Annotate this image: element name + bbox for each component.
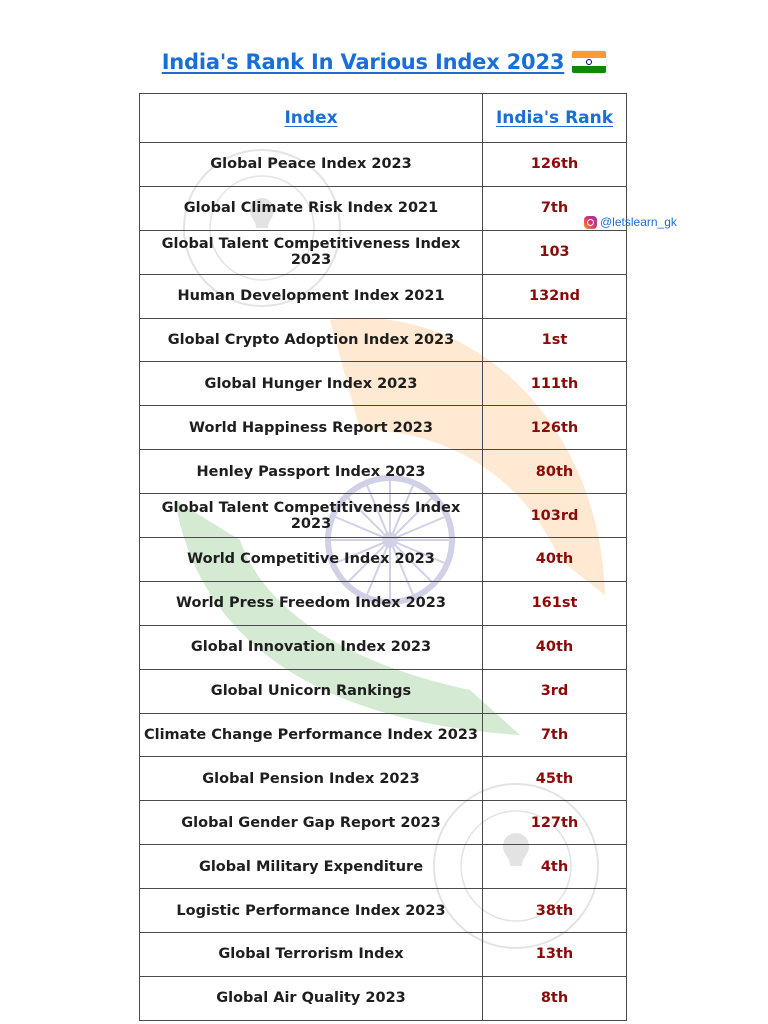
rank-cell: 3rd [483,669,627,713]
index-name-cell: Global Crypto Adoption Index 2023 [140,318,483,362]
rank-cell: 45th [483,757,627,801]
table-row [140,889,627,933]
index-name-cell: World Competitive Index 2023 [140,538,483,582]
table-row [140,669,627,713]
table-row [140,801,627,845]
index-name-cell: Global Gender Gap Report 2023 [140,801,483,845]
title-text: India's Rank In Various Index 2023 [161,50,565,74]
instagram-handle[interactable] [584,213,677,231]
index-name-cell: World Press Freedom Index 2023 [140,581,483,625]
rank-cell: 103 [483,230,627,274]
table-header-row [140,94,627,143]
table-row [140,230,627,274]
rank-cell: 40th [483,538,627,582]
index-name-cell: Global Military Expenditure [140,845,483,889]
rank-cell: 38th [483,889,627,933]
india-flag-icon [572,51,606,73]
rank-cell: 40th [483,625,627,669]
rank-cell: 1st [483,318,627,362]
column-header-rank: India's Rank [483,94,627,143]
table-row [140,494,627,538]
table-row [140,713,627,757]
index-name-cell: Human Development Index 2021 [140,274,483,318]
rank-cell: 127th [483,801,627,845]
table-row [140,362,627,406]
index-name-cell: Logistic Performance Index 2023 [140,889,483,933]
rank-cell: 126th [483,406,627,450]
rank-cell: 13th [483,933,627,977]
index-name-cell: Global Air Quality 2023 [140,976,483,1020]
table-row [140,538,627,582]
table-row [140,933,627,977]
index-name-cell: Global Hunger Index 2023 [140,362,483,406]
rank-cell: 7th [483,186,627,230]
rank-cell: 126th [483,143,627,187]
table-row [140,581,627,625]
table-row [140,186,627,230]
table-body [140,143,627,1021]
index-name-cell: Global Talent Competitiveness Index 2023 [140,230,483,274]
table-row [140,757,627,801]
rank-cell: 8th [483,976,627,1020]
index-name-cell: Global Unicorn Rankings [140,669,483,713]
index-name-cell: Global Peace Index 2023 [140,143,483,187]
index-name-cell: Global Terrorism Index [140,933,483,977]
table-row [140,625,627,669]
table-row [140,318,627,362]
instagram-icon [584,216,597,229]
rank-cell: 7th [483,713,627,757]
rank-cell: 161st [483,581,627,625]
column-header-index: Index [140,94,483,143]
index-name-cell: Henley Passport Index 2023 [140,450,483,494]
index-name-cell: Global Talent Competitiveness Index 2023 [140,494,483,538]
index-name-cell: Global Climate Risk Index 2021 [140,186,483,230]
index-name-cell: World Happiness Report 2023 [140,406,483,450]
table-row [140,845,627,889]
table-row [140,143,627,187]
index-name-cell: Global Pension Index 2023 [140,757,483,801]
rank-cell: 103rd [483,494,627,538]
table-row [140,406,627,450]
rank-cell: 132nd [483,274,627,318]
table-row [140,450,627,494]
page-title [0,44,768,80]
rank-cell: 80th [483,450,627,494]
rank-cell: 4th [483,845,627,889]
rank-table [139,93,627,1021]
rank-cell: 111th [483,362,627,406]
handle-text: @letslearn_gk [600,215,677,229]
table-row [140,976,627,1020]
index-name-cell: Climate Change Performance Index 2023 [140,713,483,757]
table-row [140,274,627,318]
index-name-cell: Global Innovation Index 2023 [140,625,483,669]
